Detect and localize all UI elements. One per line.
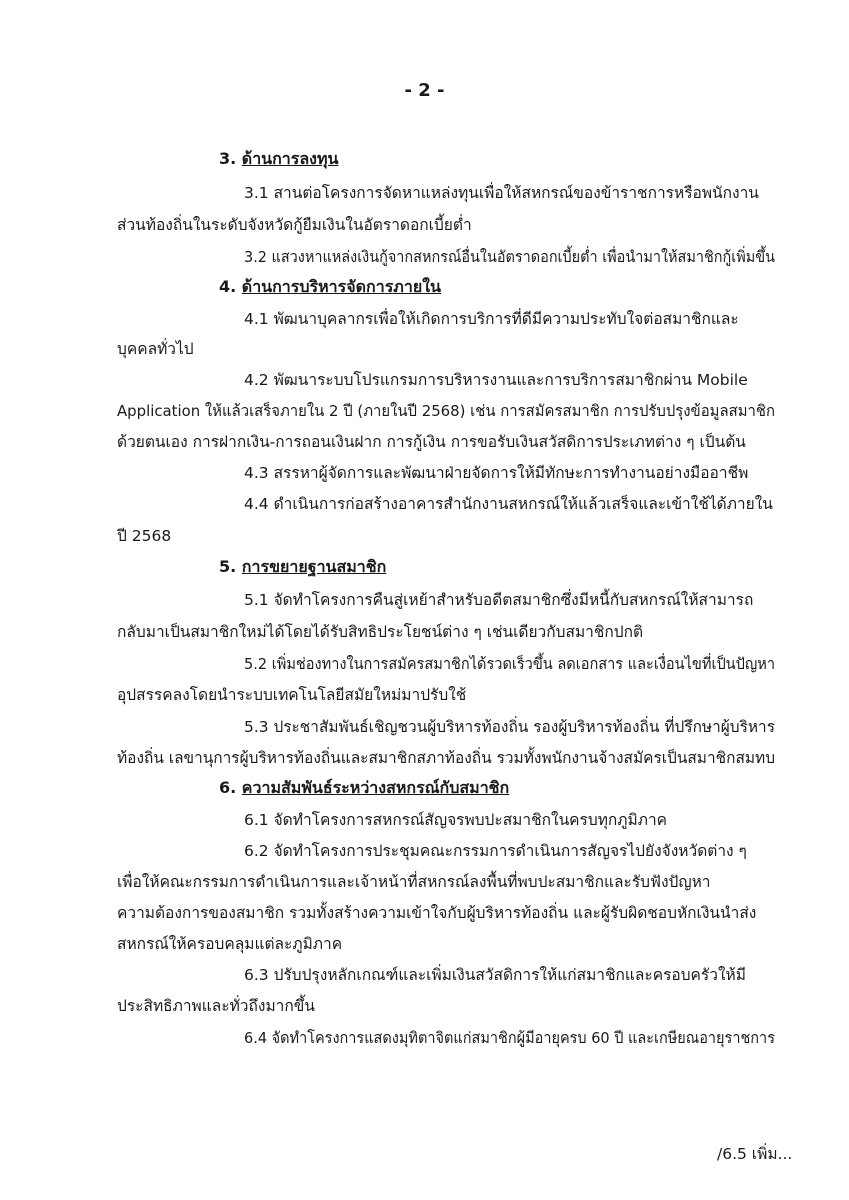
item-4-1: 4.1 พัฒนาบุคลากรเพื่อให้เกิดการบริการที่ดีมีความประทับใจต่อสมาชิกและ	[244, 310, 739, 328]
item-4-4-cont: ปี 2568	[117, 527, 172, 545]
section-6-heading: 6. ความสัมพันธ์ระหว่างสหกรณ์กับสมาชิก	[219, 778, 510, 797]
item-3-1: 3.1 สานต่อโครงการจัดหาแหล่งทุนเพื่อให้สหกรณ์ของข้าราชการหรือพนักงาน	[244, 184, 759, 202]
item-6-2: 6.2 จัดทำโครงการประชุมคณะกรรมการดำเนินการสัญจรไปยังจังหวัดต่าง ๆ	[244, 842, 747, 860]
item-4-2-cont-2: ด้วยตนเอง การฝากเงิน-การถอนเงินฝาก การกู้เงิน การขอรับเงินสวัสดิการประเภทต่าง ๆ เป็นต้น	[117, 433, 746, 451]
item-5-2-cont: อุปสรรคลงโดยนำระบบเทคโนโลยีสมัยใหม่มาปรับใช้	[117, 686, 467, 704]
item-4-1-cont: บุคคลทั่วไป	[117, 340, 194, 358]
item-5-3-cont: ท้องถิ่น เลขานุการผู้บริหารท้องถิ่นและสมาชิกสภาท้องถิ่น รวมทั้งพนักงานจ้างสมัครเป็นสมาชิกสมทบ	[117, 749, 776, 767]
item-5-3: 5.3 ประชาสัมพันธ์เชิญชวนผู้บริหารท้องถิ่น รองผู้บริหารท้องถิ่น ที่ปรึกษาผู้บริหาร	[244, 718, 776, 736]
item-6-2-cont-1: เพื่อให้คณะกรรมการดำเนินการและเจ้าหน้าที่สหกรณ์ลงพื้นที่พบปะสมาชิกและรับฟังปัญหา	[117, 873, 711, 891]
item-4-3: 4.3 สรรหาผู้จัดการและพัฒนาฝ่ายจัดการให้มีทักษะการทำงานอย่างมืออาชีพ	[244, 464, 749, 482]
section-5-heading: 5. การขยายฐานสมาชิก	[219, 557, 387, 576]
item-3-1-cont: ส่วนท้องถิ่นในระดับจังหวัดกู้ยืมเงินในอัตราดอกเบี้ยต่ำ	[117, 216, 472, 234]
item-4-2-cont-1: Application ให้แล้วเสร็จภายใน 2 ปี (ภายในปี 2568) เช่น การสมัครสมาชิก การปรับปรุงข้อมูลสมาชิก	[117, 402, 775, 420]
item-6-4: 6.4 จัดทำโครงการแสดงมุทิตาจิตแก่สมาชิกผู้มีอายุครบ 60 ปี และเกษียณอายุราชการ	[244, 1029, 775, 1047]
item-5-1: 5.1 จัดทำโครงการคืนสู่เหย้าสำหรับอดีตสมาชิกซึ่งมีหนี้กับสหกรณ์ให้สามารถ	[244, 591, 754, 609]
item-5-2: 5.2 เพิ่มช่องทางในการสมัครสมาชิกได้รวดเร็วขึ้น ลดเอกสาร และเงื่อนไขที่เป็นปัญหา	[244, 655, 776, 673]
item-4-2: 4.2 พัฒนาระบบโปรแกรมการบริหารงานและการบริการสมาชิกผ่าน Mobile	[244, 371, 748, 389]
continuation-note: /6.5 เพิ่ม...	[717, 1145, 793, 1163]
item-6-3-cont: ประสิทธิภาพและทั่วถึงมากขึ้น	[117, 997, 315, 1015]
item-6-3: 6.3 ปรับปรุงหลักเกณฑ์และเพิ่มเงินสวัสดิการให้แก่สมาชิกและครอบครัวให้มี	[244, 966, 746, 984]
item-3-2: 3.2 แสวงหาแหล่งเงินกู้จากสหกรณ์อื่นในอัตราดอกเบี้ยต่ำ เพื่อนำมาให้สมาชิกกู้เพิ่มขึ้น	[244, 248, 775, 266]
page-number: - 2 -	[404, 80, 445, 101]
item-6-2-cont-3: สหกรณ์ให้ครอบคลุมแต่ละภูมิภาค	[117, 935, 343, 953]
item-4-4: 4.4 ดำเนินการก่อสร้างอาคารสำนักงานสหกรณ์ให้แล้วเสร็จและเข้าใช้ได้ภายใน	[244, 495, 773, 513]
section-3-heading: 3. ด้านการลงทุน	[219, 149, 339, 168]
section-4-heading: 4. ด้านการบริหารจัดการภายใน	[219, 277, 441, 296]
item-6-2-cont-2: ความต้องการของสมาชิก รวมทั้งสร้างความเข้าใจกับผู้บริหารท้องถิ่น และผู้รับผิดชอบหักเงินนำส่ง	[117, 904, 757, 922]
item-6-1: 6.1 จัดทำโครงการสหกรณ์สัญจรพบปะสมาชิกในครบทุกภูมิภาค	[244, 811, 668, 829]
item-5-1-cont: กลับมาเป็นสมาชิกใหม่ได้โดยได้รับสิทธิประโยชน์ต่าง ๆ เช่นเดียวกับสมาชิกปกติ	[117, 623, 644, 641]
